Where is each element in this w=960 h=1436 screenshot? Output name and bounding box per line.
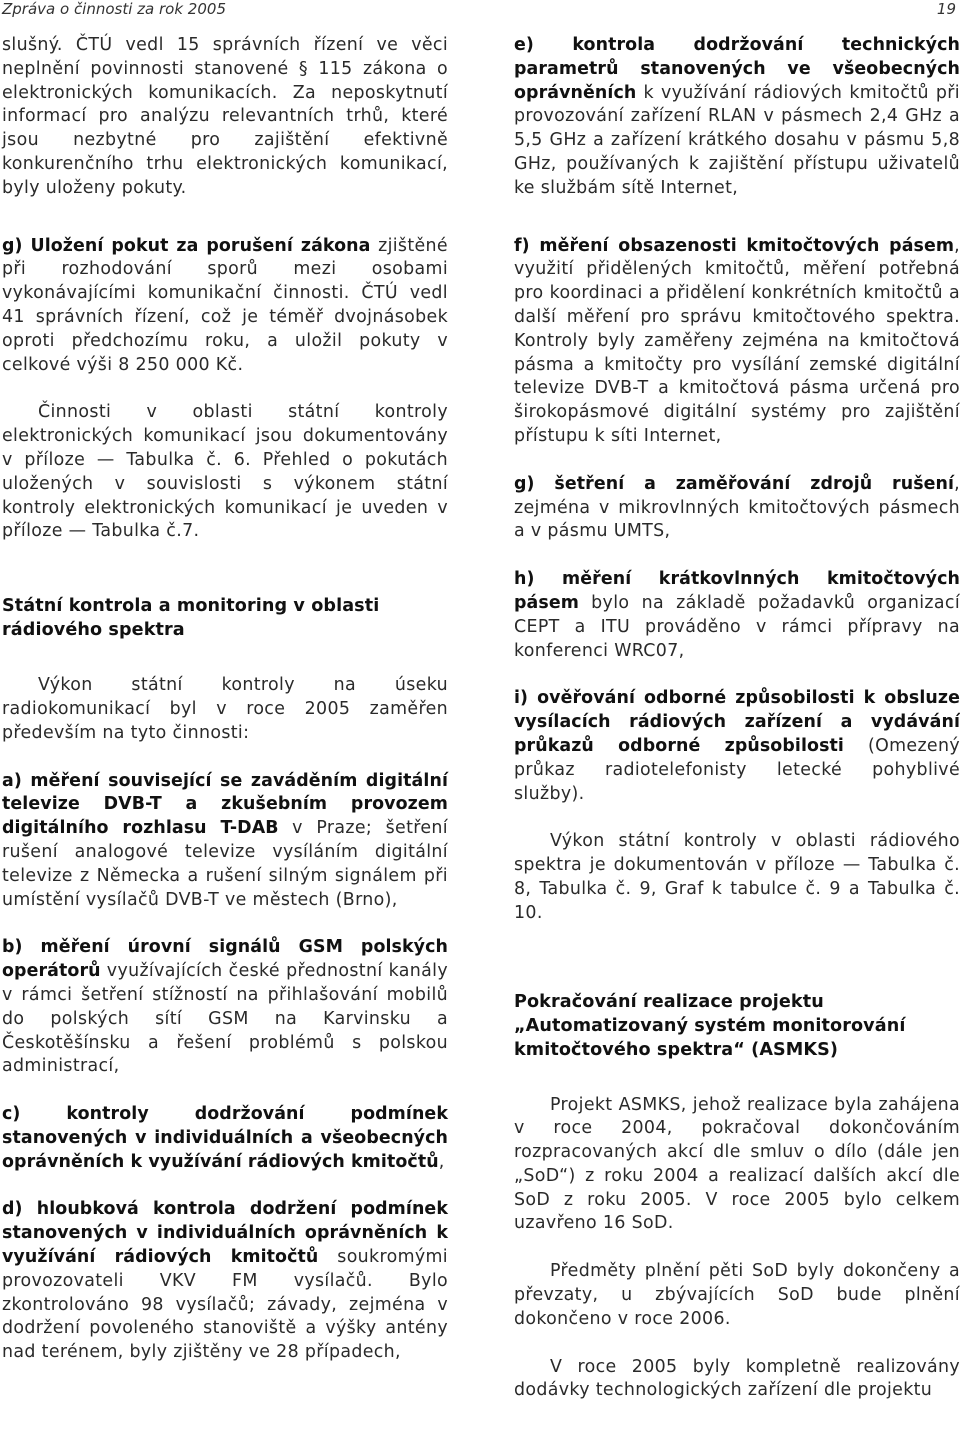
item-f-lead: f) měření obsazenosti kmitočtových pásem — [514, 235, 955, 256]
item-h-lead: h) měření krátkovlnných kmitočtových pásem — [514, 569, 960, 613]
paragraph-activities-intro: Výkon státní kontroly na úseku radiokomunikací byl v roce 2005 zaměřen především na tyto činnosti: — [2, 675, 448, 743]
item-c-inspections — [2, 1103, 448, 1174]
paragraph-intro: slušný. ČTÚ vedl 15 správních řízení ve věci neplnění povinnosti stanovené § 115 zákona o elektronických komunikacích. Za neposkytnutí informací pro analýzu relevantních trhů, které jsou nezbytné pro zajištění efektivně konkurenčního trhu elektronických komunikací, byly uloženy pokuty. — [2, 35, 448, 198]
item-g-right-text: , zejména v mikrovlnných kmitočtových pásmech a v pásmu UMTS, — [514, 473, 960, 542]
item-h-text: bylo na základě požadavků organizací CEPT a ITU prováděno v rámci přípravy na konferenci WRC07, — [514, 592, 960, 661]
report-title-header: Zpráva o činnosti za rok 2005 — [2, 0, 226, 18]
item-g-interference — [514, 473, 960, 544]
item-d-text: soukromými provozovateli VKV FM vysílačů. Bylo zkontrolováno 98 vysílačů; závady, zejména v dodržení povoleného stanoviště a výšky antény nad terénem, byly zjištěny ve 28 případech, — [2, 1247, 448, 1363]
item-g-right-lead: g) šetření a zaměřování zdrojů rušení — [514, 473, 955, 494]
item-h-shortwave — [514, 568, 960, 663]
page-number: 19 — [936, 0, 956, 18]
section-heading-state-control: Státní kontrola a monitoring v oblasti rádiového spektra — [2, 596, 380, 641]
item-a-lead: a) měření související se zaváděním digitální televize DVB-T a zkušebním provozem digitálního rozhlasu T-DAB — [2, 770, 448, 839]
right-column — [514, 34, 960, 1427]
item-e-rlan — [514, 34, 960, 201]
item-b-gsm — [2, 936, 448, 1079]
item-i-lead: i) ověřování odborné způsobilosti k obsluze vysílacích rádiových zařízení a vydávání průkazů odborné způsobilosti — [514, 688, 960, 756]
running-header — [0, 0, 960, 22]
item-a-text: v Praze; šetření rušení analogové televize vysíláním digitální televize z Německa a rušení silným signálem při umístění vysílačů DVB-T ve městech (Brno), — [2, 818, 448, 910]
paragraph-deliverables: Předměty plnění pěti SoD byly dokončeny a převzaty, u zbývajících SoD bude plnění dokončeno v roce 2006. — [514, 1261, 960, 1329]
item-e-text: k využívání rádiových kmitočtů při provozování zařízení RLAN v pásmech 2,4 GHz a 5,5 GHz a zařízení krátkého dosahu v pásmu 5,8 GHz, používaných k zajištění přístupu uživatelů ke službám sítě Internet, — [514, 82, 960, 198]
item-d-lead: d) hloubková kontrola dodržení podmínek stanovených v individuálních oprávněních k využívání rádiových kmitočtů — [2, 1199, 448, 1268]
item-a-measurement — [2, 770, 448, 913]
item-f-occupancy — [514, 235, 960, 449]
paragraph-deliveries-2005: V roce 2005 byly kompletně realizovány dodávky technologických zařízení dle projektu — [514, 1356, 960, 1401]
paragraph-documentation: Činnosti v oblasti státní kontroly elektronických komunikací jsou dokumentovány v příloze — Tabulka č. 6. Přehled o pokutách uložených v souvislosti s výkonem státní kontroly elektronických komunikací je uveden v příloze — Tabulka č.7. — [2, 402, 448, 542]
paragraph-asmks-project: Projekt ASMKS, jehož realizace byla zahájena v roce 2004, pokračoval dokončováním rozpracovaných akcí dle smluv o dílo (dále jen „SoD“) z roku 2004 a realizací dalších akcí dle SoD z roku 2005. V roce 2005 bylo celkem uzavřeno 16 SoD. — [514, 1094, 960, 1234]
item-b-lead: b) měření úrovní signálů GSM polských operátorů — [2, 937, 448, 982]
item-d-fm-inspection — [2, 1198, 448, 1365]
item-f-text: , využití přidělených kmitočtů, měření potřebná pro koordinaci a přidělení konkrétních kmitočtů a další měření pro správu kmitočtového spektra. Kontroly byly zaměřeny zejména na kmitočtová pásma a kmitočty pro vysílání zemské digitální televize DVB-T a kmitočtová pásma určená pro širokopásmové digitální systémy pro zajištění přístupu k síti Internet, — [514, 235, 960, 446]
item-e-lead: e) kontrola dodržování technických parametrů stanovených ve všeobecných oprávněních — [514, 35, 960, 103]
item-c-lead: c) kontroly dodržování podmínek stanovených v individuálních a všeobecných oprávněních k využívání rádiových kmitočtů — [2, 1104, 448, 1172]
item-g-fines — [2, 235, 448, 378]
item-g-text: zjištěné při rozhodování sporů mezi osobami vykonávajícími komunikační činnosti. ČTÚ vedl 41 správních řízení, což je téměř dvojnásobek oproti předchozímu roku, a uložil pokuty v celkové výši 8 250 000 Kč. — [2, 235, 448, 375]
item-g-lead: g) Uložení pokut za porušení zákona — [2, 235, 371, 256]
item-i-text: (Omezený průkaz radiotelefonisty letecké pohyblivé služby). — [514, 735, 960, 804]
item-i-qualification — [514, 687, 960, 806]
paragraph-spectrum-documentation: Výkon státní kontroly v oblasti rádiového spektra je dokumentován v příloze — Tabulka č. 8, Tabulka č. 9, Graf k tabulce č. 9 a Tabulka č. 10. — [514, 831, 960, 923]
item-c-text: , — [438, 1151, 445, 1172]
section-heading-asmks: Pokračování realizace projektu „Automatizovaný systém monitorování kmitočtového spektra“ (ASMKS) — [514, 991, 906, 1060]
left-column — [2, 34, 448, 1389]
item-b-text: využívajících české přednostní kanály v rámci šetření stížností na přihlašování mobilů do polských sítí GSM na Karvinsku a Českotěšínsku a řešení problémů s polskou administrací, — [2, 961, 448, 1077]
